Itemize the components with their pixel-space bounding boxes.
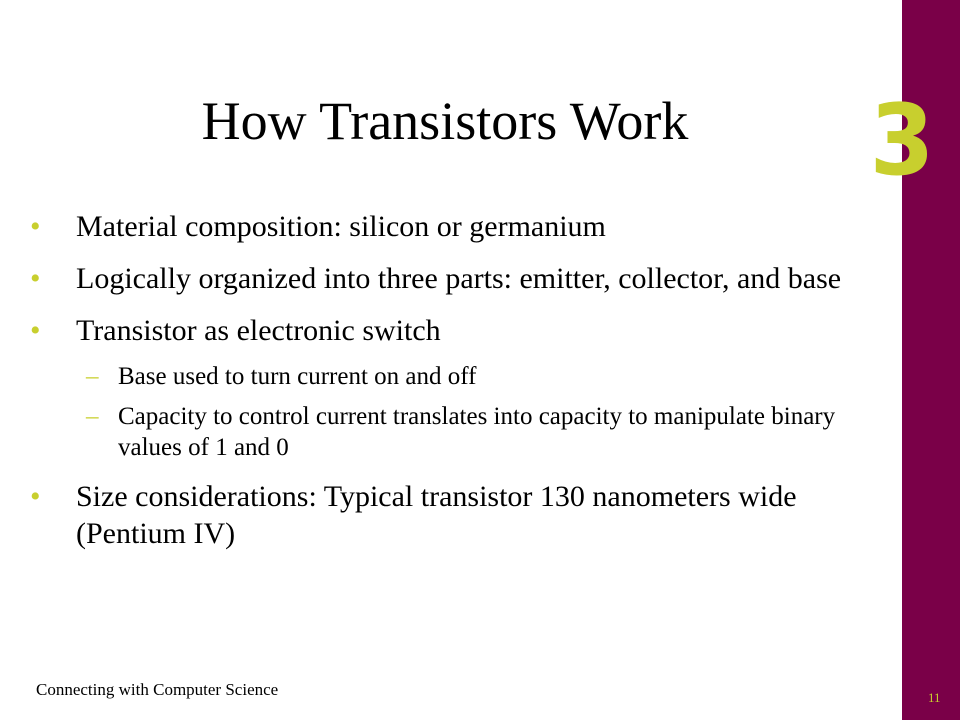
sub-bullet-text: Base used to turn current on and off	[118, 363, 477, 390]
sub-bullet-list	[76, 361, 890, 463]
bullet-item	[30, 260, 890, 297]
dash-icon: –	[86, 363, 99, 390]
bullet-text: Transistor as electronic switch	[76, 314, 441, 347]
bullet-item	[30, 478, 890, 552]
page-number: 11	[928, 690, 941, 705]
bullet-item	[30, 312, 890, 463]
bullet-text: Size considerations: Typical transistor 130 nanometers wide (Pentium IV)	[76, 480, 797, 550]
sub-bullet-item	[76, 361, 890, 392]
bullet-icon: •	[30, 480, 41, 513]
bullet-text: Logically organized into three parts: emitter, collector, and base	[76, 262, 842, 295]
bullet-icon: •	[30, 262, 41, 295]
dash-icon: –	[86, 403, 99, 430]
bullet-icon: •	[30, 314, 41, 347]
chapter-number: 3	[869, 84, 935, 198]
slide-title: How Transistors Work	[201, 91, 689, 151]
footer-text: Connecting with Computer Science	[36, 680, 279, 699]
sub-bullet-item	[76, 401, 890, 463]
bullet-icon: •	[30, 210, 41, 243]
bullet-item	[30, 208, 890, 245]
bullet-list	[30, 208, 890, 567]
sub-bullet-text: Capacity to control current translates into capacity to manipulate binary values of 1 and 0	[118, 403, 836, 461]
bullet-text: Material composition: silicon or germanium	[76, 210, 606, 243]
